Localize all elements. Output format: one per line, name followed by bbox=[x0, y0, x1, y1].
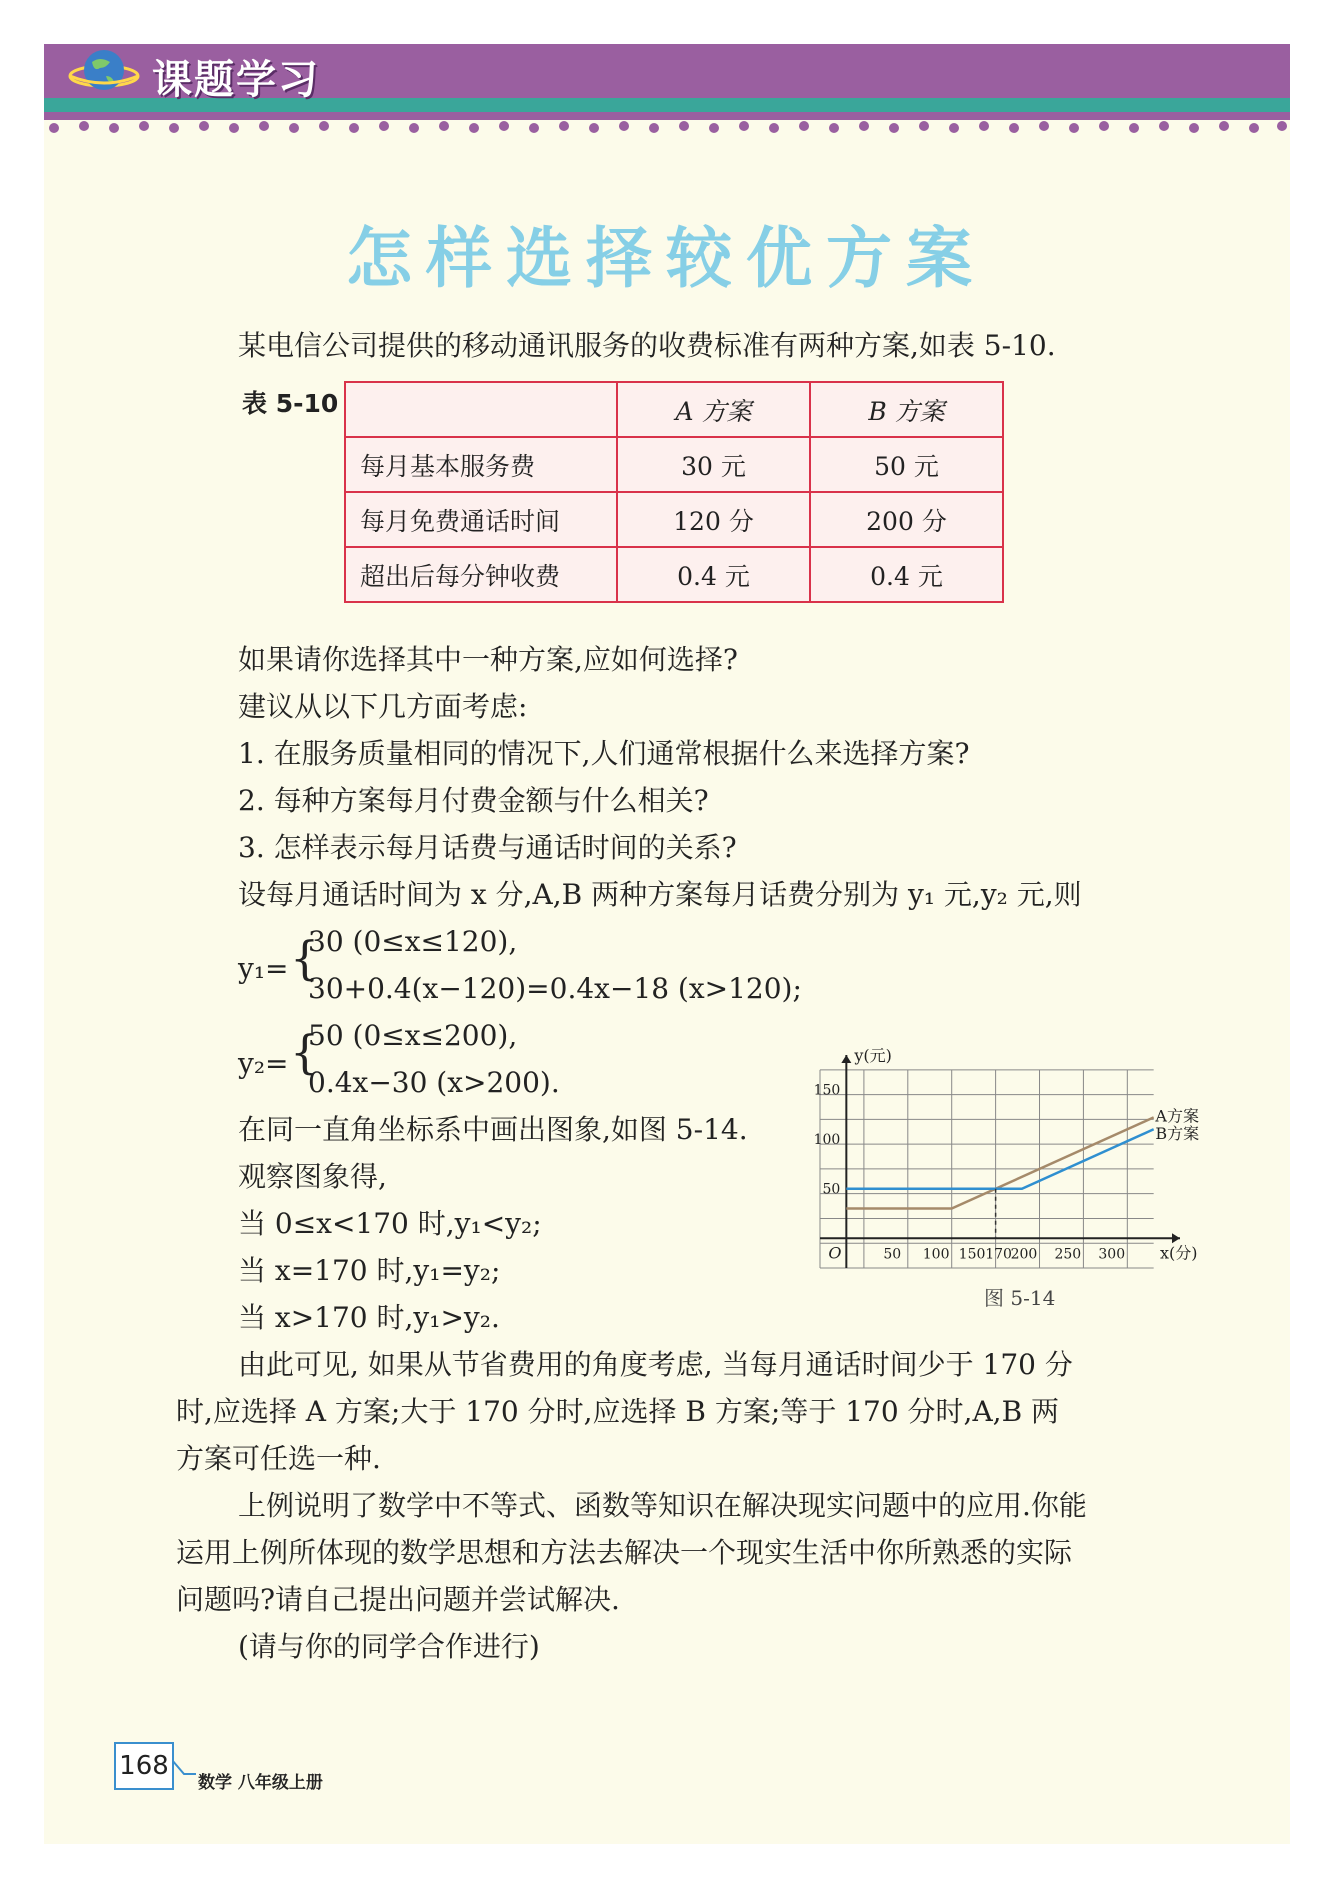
cooperate-text: (请与你的同学合作进行) bbox=[238, 1630, 540, 1663]
brace-icon: { bbox=[290, 931, 320, 985]
conclusion-line-3: 方案可任选一种. bbox=[176, 1442, 381, 1475]
table-label: 表 5-10 bbox=[242, 389, 339, 418]
section-title: 课题学习 bbox=[152, 57, 320, 103]
origin-label: O bbox=[828, 1243, 842, 1263]
intro-text: 某电信公司提供的移动通讯服务的收费标准有两种方案,如表 5-10. bbox=[238, 329, 1056, 362]
application-line-3: 问题吗?请自己提出问题并尝试解决. bbox=[176, 1583, 620, 1616]
x-tick-label: 250 bbox=[1054, 1246, 1082, 1263]
point-3: 3. 怎样表示每月话费与通话时间的关系? bbox=[238, 831, 737, 864]
table-header-row bbox=[345, 382, 1003, 437]
table-row bbox=[345, 492, 1003, 547]
y2-case-2: 0.4x−30 (x>200). bbox=[308, 1066, 560, 1099]
application-line-2: 运用上例所体现的数学思想和方法去解决一个现实生活中你所熟悉的实际 bbox=[176, 1536, 1073, 1569]
y2-label: y₂= bbox=[238, 1047, 289, 1080]
table-cell: 0.4 元 bbox=[810, 547, 1003, 602]
table-cell: 50 元 bbox=[810, 437, 1003, 492]
globe-icon bbox=[66, 46, 142, 98]
header-dotted-edge bbox=[44, 112, 1290, 152]
fee-chart bbox=[800, 1010, 1240, 1280]
point-1: 1. 在服务质量相同的情况下,人们通常根据什么来选择方案? bbox=[238, 737, 970, 770]
y-tick-label: 50 bbox=[822, 1181, 841, 1198]
observation-1: 当 0≤x<170 时,y₁<y₂; bbox=[238, 1207, 542, 1240]
legend-label: A方案 bbox=[1155, 1106, 1199, 1126]
table-cell: 120 分 bbox=[617, 492, 810, 547]
y1-case-2: 30+0.4(x−120)=0.4x−18 (x>120); bbox=[308, 972, 802, 1005]
y1-case-1: 30 (0≤x≤120), bbox=[308, 925, 518, 958]
y1-label: y₁= bbox=[238, 952, 289, 985]
series-line bbox=[846, 1117, 1153, 1208]
table-header-cell: A 方案 bbox=[617, 382, 810, 437]
book-title: 数学 八年级上册 bbox=[198, 1773, 323, 1793]
observe-text: 观察图象得, bbox=[238, 1160, 387, 1193]
y-axis-arrow-icon bbox=[841, 1055, 851, 1063]
brace-icon: { bbox=[290, 1025, 320, 1079]
table-cell: 30 元 bbox=[617, 437, 810, 492]
x-tick-label: 50 bbox=[883, 1246, 902, 1263]
table-header-cell bbox=[345, 382, 617, 437]
y2-case-1: 50 (0≤x≤200), bbox=[308, 1019, 518, 1052]
application-line-1: 上例说明了数学中不等式、函数等知识在解决现实问题中的应用.你能 bbox=[238, 1489, 1087, 1522]
table-row bbox=[345, 437, 1003, 492]
observation-3: 当 x>170 时,y₁>y₂. bbox=[238, 1301, 500, 1334]
x-tick-label: 170 bbox=[985, 1246, 1012, 1263]
x-axis-label: x(分) bbox=[1160, 1243, 1198, 1263]
table-row bbox=[345, 547, 1003, 602]
chart-series bbox=[846, 1117, 1153, 1238]
point-2: 2. 每种方案每月付费金额与什么相关? bbox=[238, 784, 709, 817]
fee-table bbox=[344, 381, 1004, 603]
legend-label: B方案 bbox=[1155, 1124, 1200, 1144]
chart-labels bbox=[814, 1046, 1200, 1262]
setup-text: 设每月通话时间为 x 分,A,B 两种方案每月话费分别为 y₁ 元,y₂ 元,则 bbox=[238, 878, 1082, 911]
x-tick-label: 100 bbox=[922, 1246, 950, 1263]
y-tick-label: 150 bbox=[813, 1082, 841, 1099]
y-tick-label: 100 bbox=[813, 1132, 841, 1149]
table-cell: 0.4 元 bbox=[617, 547, 810, 602]
conclusion-line-1: 由此可见, 如果从节省费用的角度考虑, 当每月通话时间少于 170 分 bbox=[238, 1348, 1073, 1381]
observation-2: 当 x=170 时,y₁=y₂; bbox=[238, 1254, 501, 1287]
graph-text: 在同一直角坐标系中画出图象,如图 5-14. bbox=[238, 1113, 748, 1146]
table-cell: 每月免费通话时间 bbox=[345, 492, 617, 547]
x-tick-label: 200 bbox=[1010, 1246, 1038, 1263]
page-number: 168 bbox=[114, 1742, 174, 1790]
table-cell: 超出后每分钟收费 bbox=[345, 547, 617, 602]
y-axis-label: y(元) bbox=[854, 1045, 892, 1065]
conclusion-line-2: 时,应选择 A 方案;大于 170 分时,应选择 B 方案;等于 170 分时,A,B 两 bbox=[176, 1395, 1060, 1428]
x-axis-arrow-icon bbox=[1172, 1233, 1180, 1243]
x-tick-label: 300 bbox=[1098, 1246, 1126, 1263]
table-header-cell: B 方案 bbox=[810, 382, 1003, 437]
table-cell: 200 分 bbox=[810, 492, 1003, 547]
table-cell: 每月基本服务费 bbox=[345, 437, 617, 492]
figure-caption: 图 5-14 bbox=[984, 1286, 1056, 1310]
chart-axes bbox=[820, 1055, 1180, 1268]
suggest-text: 建议从以下几方面考虑: bbox=[238, 690, 528, 723]
question-text: 如果请你选择其中一种方案,应如何选择? bbox=[238, 643, 738, 676]
page-title: 怎样选择较优方案 bbox=[346, 220, 986, 297]
x-tick-label: 150 bbox=[958, 1246, 986, 1263]
page-tab-arrow-icon bbox=[172, 1758, 198, 1788]
